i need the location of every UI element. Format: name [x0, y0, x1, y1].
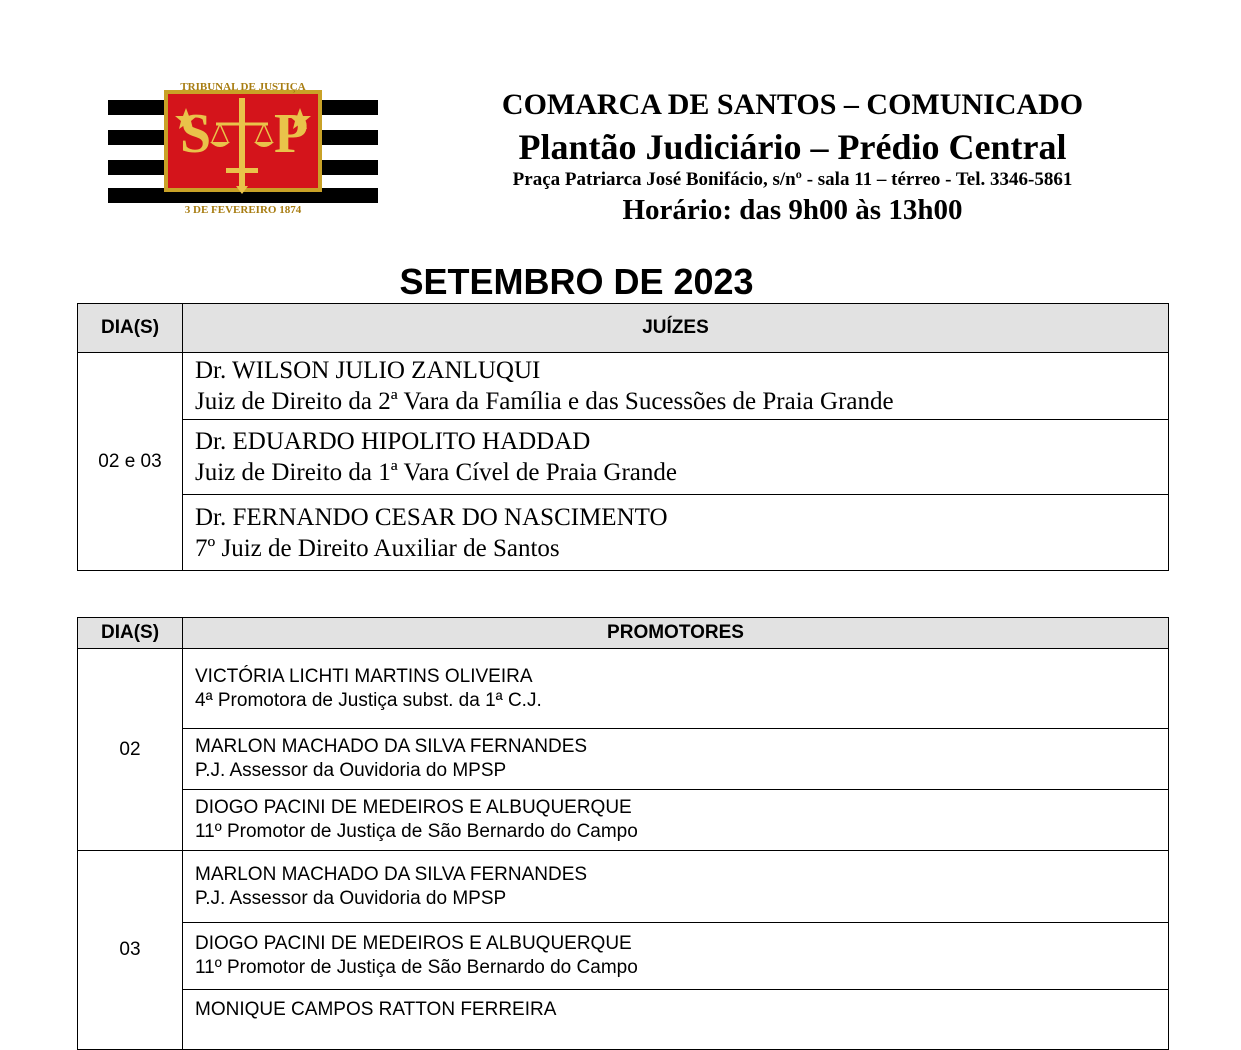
table-row	[78, 790, 1169, 851]
header-title: COMARCA DE SANTOS – COMUNICADO	[501, 88, 1084, 121]
promoter-cell	[183, 851, 1169, 923]
judges-table	[77, 303, 1169, 571]
day-cell: 03	[78, 851, 183, 1050]
promoter-cell	[183, 923, 1169, 990]
judge-name: Dr. EDUARDO HIPOLITO HADDAD	[195, 428, 591, 455]
judge-cell	[183, 495, 1169, 571]
logo-bottom-text: 3 DE FEVEREIRO 1874	[184, 204, 302, 216]
promoter-role: P.J. Assessor da Ouvidoria do MPSP	[195, 887, 507, 909]
logo-top-text: TRIBUNAL DE JUSTIÇA	[180, 81, 306, 93]
table-row	[78, 729, 1169, 790]
table-row	[78, 851, 1169, 923]
promoter-role: 4ª Promotora de Justiça subst. da 1ª C.J.	[195, 689, 542, 711]
table-header-row	[78, 618, 1169, 649]
promoter-role: 11º Promotor de Justiça de São Bernardo do Campo	[195, 957, 638, 978]
day-cell: 02	[78, 649, 183, 851]
promoter-name: DIOGO PACINI DE MEDEIROS E ALBUQUERQUE	[195, 797, 632, 818]
promoter-role: P.J. Assessor da Ouvidoria do MPSP	[195, 760, 507, 781]
promoter-cell	[183, 729, 1169, 790]
logo-letter-p: P	[274, 103, 309, 165]
promoter-cell	[183, 649, 1169, 729]
promoter-role: 11º Promotor de Justiça de São Bernardo do Campo	[195, 821, 638, 842]
table-row	[78, 353, 1169, 420]
promoter-name: DIOGO PACINI DE MEDEIROS E ALBUQUERQUE	[195, 933, 632, 954]
column-header-days: DIA(S)	[78, 304, 183, 353]
table-header-row	[78, 304, 1169, 353]
table-row	[78, 495, 1169, 571]
header-hours: Horário: das 9h00 às 13h00	[622, 194, 963, 226]
table-row	[78, 420, 1169, 495]
judge-name: Dr. FERNANDO CESAR DO NASCIMENTO	[195, 503, 668, 531]
column-header-promoters: PROMOTORES	[183, 618, 1169, 649]
promoter-name: MARLON MACHADO DA SILVA FERNANDES	[195, 863, 588, 885]
promoter-name: MARLON MACHADO DA SILVA FERNANDES	[195, 736, 588, 757]
promoter-name: MONIQUE CAMPOS RATTON FERREIRA	[195, 999, 557, 1020]
table-row	[78, 923, 1169, 990]
promoter-cell	[183, 790, 1169, 851]
column-header-days: DIA(S)	[78, 618, 183, 649]
month-title: SETEMBRO DE 2023	[399, 261, 754, 302]
header-subtitle: Plantão Judiciário – Prédio Central	[518, 127, 1067, 167]
column-header-judges: JUÍZES	[183, 304, 1169, 353]
judge-role: Juiz de Direito da 1ª Vara Cível de Praia Grande	[195, 459, 677, 486]
judge-role: Juiz de Direito da 2ª Vara da Família e das Sucessões de Praia Grande	[195, 388, 894, 415]
promoter-name: VICTÓRIA LICHTI MARTINS OLIVEIRA	[195, 665, 533, 687]
table-row	[78, 649, 1169, 729]
court-logo	[108, 78, 378, 222]
day-cell: 02 e 03	[78, 353, 183, 571]
judge-name: Dr. WILSON JULIO ZANLUQUI	[195, 357, 541, 384]
header-address: Praça Patriarca José Bonifácio, s/nº - sala 11 – térreo - Tel. 3346-5861	[512, 169, 1073, 190]
judge-role: 7º Juiz de Direito Auxiliar de Santos	[195, 534, 560, 562]
judge-cell	[183, 353, 1169, 420]
promoters-table	[77, 617, 1169, 1050]
judge-cell	[183, 420, 1169, 495]
logo-letter-s: S	[180, 103, 212, 165]
